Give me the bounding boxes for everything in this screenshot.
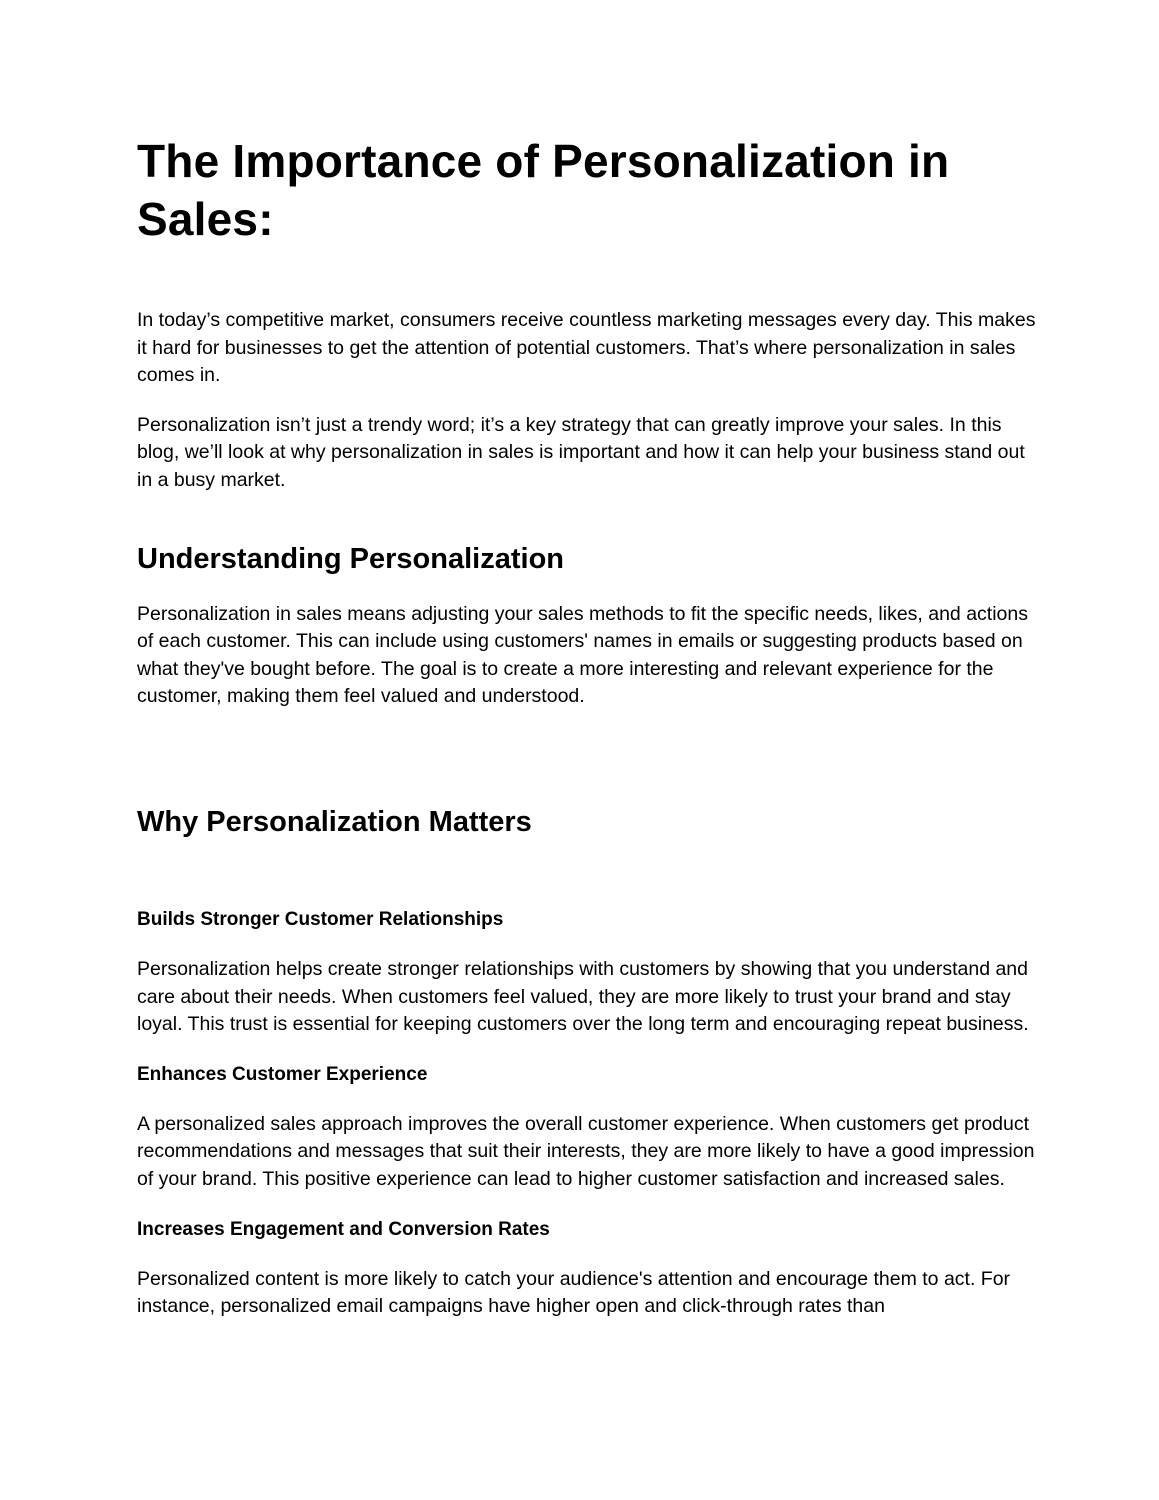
increases-engagement-paragraph: Personalized content is more likely to catch your audience's attention and encourage them to act. For instance, personalized email campaigns have higher open and click-through rates than [137,1267,1011,1318]
understanding-paragraph: Personalization in sales means adjusting your sales methods to fit the specific needs, likes, and actions of each customer. This can include using customers' names in emails or suggesting products based on what they've bought before. The goal is to create a more interesting and relevant experience for the customer, making them feel valued and understood. [137,602,1028,708]
document-page [137,132,1037,1321]
builds-relationships-paragraph: Personalization helps create stronger relationships with customers by showing that you understand and care about their needs. When customers feel valued, they are more likely to trust your brand and stay loyal. This trust is essential for keeping customers over the long term and encouraging repeat business. [137,957,1029,1036]
intro-paragraph-2: Personalization isn’t just a trendy word; it’s a key strategy that can greatly improve your sales. In this blog, we’ll look at why personalization in sales is important and how it can help your business stand out in a busy market. [137,413,1025,491]
subheading-builds-relationships: Builds Stronger Customer Relationships [137,908,504,930]
document-title: The Importance of Personalization in Sales: [137,135,950,245]
subheading-increases-engagement: Increases Engagement and Conversion Rates [137,1218,550,1240]
section-heading-understanding: Understanding Personalization [137,542,564,575]
section-heading-why: Why Personalization Matters [137,805,532,838]
enhances-experience-paragraph: A personalized sales approach improves the overall customer experience. When customers get product recommendations and messages that suit their interests, they are more likely to have a good impression of your brand. This positive experience can lead to higher customer satisfaction and increased sales. [137,1112,1035,1190]
intro-paragraph-1: In today’s competitive market, consumers receive countless marketing messages every day. This makes it hard for businesses to get the attention of potential customers. That’s where personalization in sales comes in. [137,309,1036,387]
subheading-enhances-experience: Enhances Customer Experience [137,1063,428,1085]
